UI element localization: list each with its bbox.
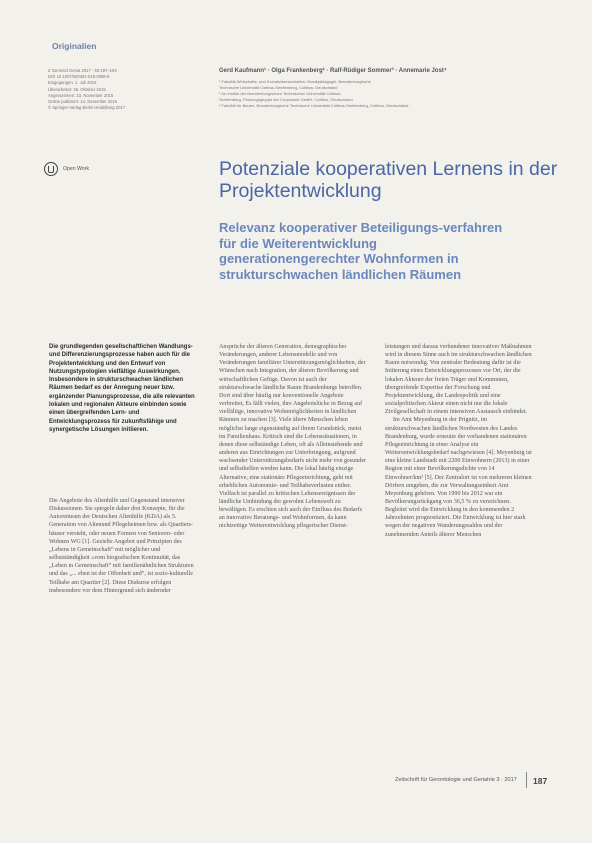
journal-footer: Zeitschrift für Gerontologie und Geriatrie 3 · 2017 bbox=[395, 777, 517, 783]
paragraph: leistungen und daraus verbundener innovativer Maßnahmen wird in diesem Sinne auch im strukturschwachen ländlichen Raum notwendig. Von zentraler Bedeutung dafür ist die Initierung eines Entwicklungsprozesses vor Ort, der die lokalen Akteure der freien Träger und Kommunen, übergreifende Expertise der Forschung und Projektentwicklung, die Landespolitik und eine sozialpolitischen Akteur einen nicht nur die lokale Zivilgesellschaft in einem intensiven Austausch einbindet. bbox=[385, 344, 532, 416]
abstract: Die grundlegenden gesellschaftlichen Wandlungs- und Differenzierungsprozesse haben auch für die Projektentwicklung und den Entwurf von Nutzungstypologien vielfältige Auswirkungen. Insbesondere in strukturschwachen ländlichen Räumen bedarf es der Anregung neuer bzw. ergänzender Planungsprozesse, die alle relevanten lokalen und regionalen Akteure einbinden sowie einen übergreifenden Lern- und Entwicklungsprozess für zukunftsfähige und synergetische Lösungen initiieren. bbox=[49, 344, 195, 433]
body-column-2 bbox=[219, 343, 367, 531]
open-access-icon bbox=[44, 162, 58, 176]
affiliation-line: Technische Universität Cottbus-Senftenberg, Cottbus, Deutschland bbox=[219, 85, 338, 91]
meta-line: Eingegangen: 1. Juli 2015 bbox=[48, 80, 97, 86]
affiliation-line: ² An-Institut der Brandenburgischen Technischen Universität Cottbus- bbox=[219, 91, 342, 97]
paragraph: Die Angebote des Altenhilfe und Gegenstand intensiver Diskussionen. Sie spiegeln daher drei Konzepte, für die Autorenteam der Deutschen Altenhilfe (KDA) als 5. Generation von Altenund Pflegeheimen bzw. als Quartiers-häuser versteht, oder neuen Formen von Senioren- oder Wohnen WG [1]. Gezielte Angebot und Prinzipien des „Lebens in Gemeinschaft“ mit möglicher und selbstständigkeit «vom biografischen Kontinuität, das „Leben in Gemeinschaft“ mit familienähnlichen Strukturen und das „... eben ist der Offenheit und“, ist sozio-kulturelle Teilhabe am Quartier [2]. Diese Diskurse erfolgen insbesondere vor dem Hintergrund sich ändernder bbox=[49, 498, 194, 594]
affiliation-line: ¹ Fakultät Wirtschafts- und Sozialwissenschaften, Musikpädagogik, Brandenburgische bbox=[219, 79, 371, 84]
body-column-1 bbox=[49, 497, 197, 595]
author-list: Gerd Kaufmann¹ · Olga Frankenberg² · Ralf-Rüdiger Sommer³ · Annemarie Jost⁴ bbox=[219, 68, 447, 74]
affiliation-line: ³ Fakultät für Bauen, Brandenburgische Technische Universität Cottbus-Senftenberg, Cottbus, Deutschland bbox=[219, 103, 409, 109]
affiliation-line: Senftenberg, Planungsgruppe der Cooperativ GmbH, Cottbus, Deutschland bbox=[219, 97, 353, 103]
meta-line: Überarbeitet: 26. Oktober 2015 bbox=[48, 86, 106, 92]
open-access-badge bbox=[44, 162, 89, 176]
section-label: Originalien bbox=[52, 41, 97, 51]
paragraph: Im Amt Meyenburg in der Prignitz, im strukturschwachen ländlichen Nordwesten des Landes Brandenburg, wurde erneutie der vorhandenen stationären Pflegeeinrichtung in einer Analyse ein Weiterentwicklungsbedarf nachgewiesen [4]. Meyenburg ist eine kleine Landstadt mit 2200 Einwohnern (2013) in einer Region mit einer Bevölkerungsdichte von 14 Einwohner/km² [5]. Der Zentralort ist von mehreren kleinen Dörfern umgeben, die zur Verwaltungseinheit Amt Meyenburg gehören. Von 1990 bis 2012 war ein Bevölkerungsrückgang von 36,5 % zu verzeichnen. Begleitet wird die Entwicklung in den kommenden 2 Jahrzehnten prognostiziert. Die Entwicklung ist hier stark wegen der negativen Wanderungssaldos und der zunehmenden Anteils älterer Menschen bbox=[385, 417, 532, 538]
paragraph: Ansprüche der älteren Generation, demographischer Veränderungen, anderer Lebensmodelle und von Veränderungen familiärer Unterstützungsmöglichkeiten, der Wünschen nach Integration, der älteren Bevölkerung und wirtschaftlichen Gefüge. Davon ist auch der strukturschwache ländliche Raum Brandenburgs betroffen. Dort sind über häufig nur konventionelle Angebote verbreitet, Es fällt vielen, ihre Angebotslücke in Bezug auf vielfältige, innovative Wohnmöglichkeiten in ländlichen Räumen zu machen [3]. Viele ältere Menschen leben möglichst lange eigenständig auf ihrem Grundstück, meist im Familienhaus. Kritisch sind die Lebenssituationen, in denen diese selbständige Leben, oft als Alleinstehende und anderen aus Einrichtungen zur Unterbringung, aufgrund wachsender Unterstützungsbedarfs nicht mehr von gesunder und selbsthelfen werden kann. Die lokal häufig einzige Alternative, eine stationäre Pflegeeinrichtung, geht mit erheblichen Autonomie- und Teilhabeverlusten einher. Vielfach ist parallel zu kritischen Lebensereignissen der ländliche Umbindung der gewohnt Lebenswelt zu bewältigen. Es erschien sich auch der Einfluss des Bedarfs an innovative Beratungs- und Wohnformen, da kann nichtzeitige Weiterentwicklung pflegerischer Dienst- bbox=[219, 344, 367, 530]
affiliations bbox=[219, 79, 559, 109]
body-column-3 bbox=[385, 343, 533, 539]
meta-line: Angenommen: 23. November 2015 bbox=[48, 92, 114, 98]
meta-line: Z Gerontol Geriat 2017 · 50:187–193 bbox=[48, 68, 117, 73]
meta-line: © Springer-Verlag Berlin Heidelberg 2017 bbox=[48, 105, 126, 111]
article-subtitle: Relevanz kooperativer Beteiligungs-verfahren für die Weiterentwicklung generationengerechter Wohnformen in strukturschwachen ländlichen Räumen bbox=[219, 220, 503, 282]
footer-divider bbox=[526, 772, 527, 788]
article-metadata bbox=[48, 68, 198, 111]
article-title: Potenziale kooperativen Lernens in der Projektentwicklung bbox=[219, 158, 558, 202]
page-number: 187 bbox=[533, 776, 548, 786]
meta-line: DOI 10.1007/s00391-015-0985-5 bbox=[48, 74, 110, 80]
open-access-label: Open Work bbox=[63, 166, 90, 172]
meta-line: Online publiziert: 14. Dezember 2015 bbox=[48, 99, 118, 105]
